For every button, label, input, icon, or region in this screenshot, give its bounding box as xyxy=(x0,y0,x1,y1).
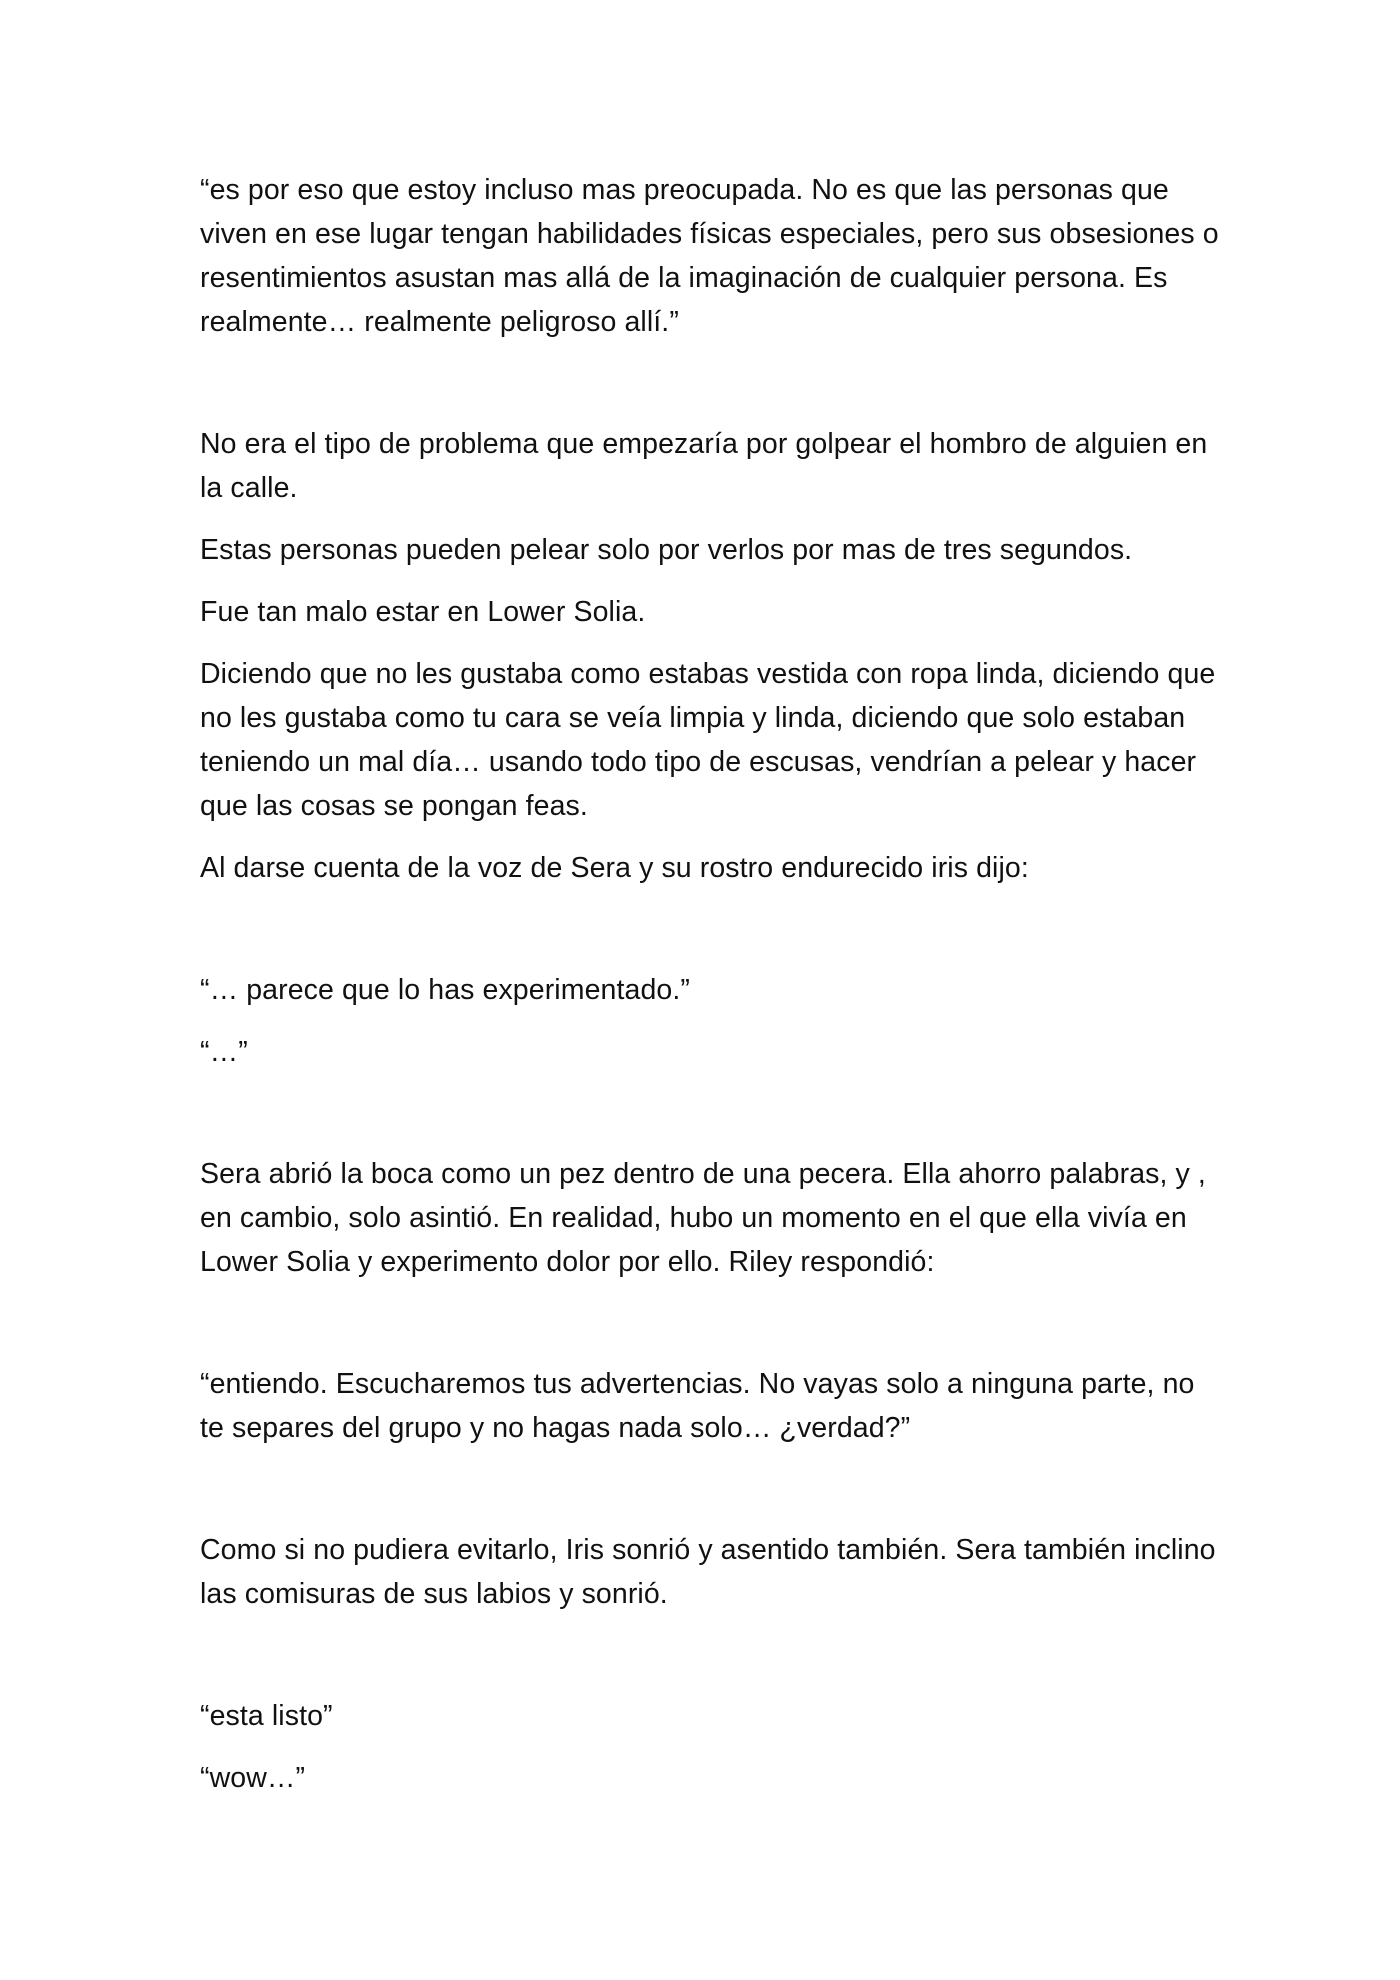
paragraph-sera-nodded: Sera abrió la boca como un pez dentro de una pecera. Ella ahorro palabras, y , en cambio, solo asintió. En realidad, hubo un momento en el que ella vivía en Lower Solia y experimento dolor por ello. Riley respondió: xyxy=(200,1158,1206,1278)
paragraph-fight: Estas personas pueden pelear solo por verlos por mas de tres segundos. xyxy=(200,534,1133,566)
paragraph-smiles: Como si no pudiera evitarlo, Iris sonrió y asentido también. Sera también inclino las comisuras de sus labios y sonrió. xyxy=(200,1534,1216,1610)
dialogue-ready: “esta listo” xyxy=(200,1700,333,1732)
dialogue-riley: “entiendo. Escucharemos tus advertencias. No vayas solo a ninguna parte, no te separes del grupo y no hagas nada solo… ¿verdad?” xyxy=(200,1368,1195,1444)
paragraph-lower-solia: Fue tan malo estar en Lower Solia. xyxy=(200,596,646,628)
document-body xyxy=(200,168,1220,1800)
dialogue-ellipsis: “…” xyxy=(200,1036,248,1068)
dialogue-experienced: “… parece que lo has experimentado.” xyxy=(200,974,690,1006)
paragraph-excuses: Diciendo que no les gustaba como estabas vestida con ropa linda, diciendo que no les gustaba como tu cara se veía limpia y linda, diciendo que solo estaban teniendo un mal día… usando todo tipo de escusas, vendrían a pelear y hacer que las cosas se pongan feas. xyxy=(200,658,1216,822)
paragraph-iris-said: Al darse cuenta de la voz de Sera y su rostro endurecido iris dijo: xyxy=(200,852,1029,884)
paragraph-warning: “es por eso que estoy incluso mas preocupada. No es que las personas que viven en ese lugar tengan habilidades físicas especiales, pero sus obsesiones o resentimientos asustan mas allá de la imaginación de cualquier persona. Es realmente… realmente peligroso allí.” xyxy=(200,174,1219,338)
dialogue-wow: “wow…” xyxy=(200,1762,306,1794)
paragraph-problem: No era el tipo de problema que empezaría por golpear el hombro de alguien en la calle. xyxy=(200,428,1208,504)
